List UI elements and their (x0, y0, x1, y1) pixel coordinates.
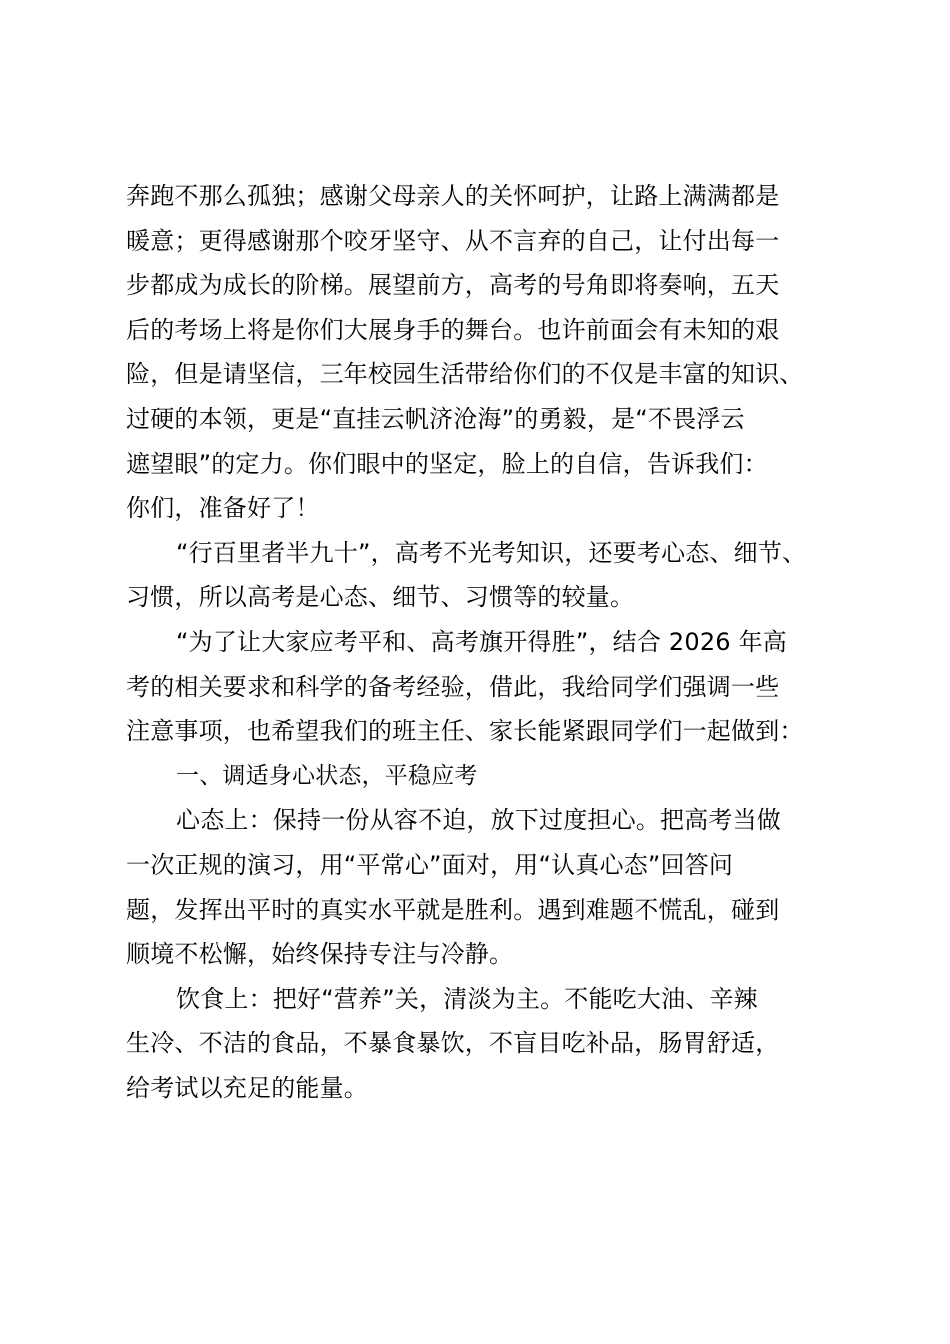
text-line: 给考试以充足的能量。 (126, 1073, 368, 1102)
text-line: 注意事项，也希望我们的班主任、家长能紧跟同学们一起做到： (126, 717, 804, 746)
text-line: 奔跑不那么孤独；感谢父母亲人的关怀呵护，让路上满满都是 (126, 182, 780, 210)
text-line: 生冷、不洁的食品，不暴食暴饮，不盲目吃补品，肠胃舒适， (126, 1029, 780, 1058)
body-text (126, 174, 836, 1110)
text-line: 暖意；更得感谢那个咬牙坚守、从不言弃的自己，让付出每一 (126, 226, 780, 255)
paragraph-start-line: “行百里者半九十”，高考不光考知识，还要考心态、细节、 (176, 538, 807, 567)
text-line: 习惯，所以高考是心态、细节、习惯等的较量。 (126, 583, 635, 612)
text-line: 过硬的本领，更是“直挂云帆济沧海”的勇毅，是“不畏浮云 (126, 404, 745, 433)
text-line: 后的考场上将是你们大展身手的舞台。也许前面会有未知的艰 (126, 315, 780, 344)
text-line: 一次正规的演习，用“平常心”面对，用“认真心态”回答问 (126, 850, 734, 879)
text-line: 遮望眼”的定力。你们眼中的坚定，脸上的自信，告诉我们： (126, 449, 768, 478)
text-line: 考的相关要求和科学的备考经验，借此，我给同学们强调一些 (126, 672, 780, 701)
paragraph-start-line: 心态上：保持一份从容不迫，放下过度担心。把高考当做 (176, 806, 781, 835)
section-heading: 一、调适身心状态，平稳应考 (176, 762, 478, 789)
paragraph-start-line: “为了让大家应考平和、高考旗开得胜”，结合 2026 年高 (176, 627, 788, 656)
text-line: 你们，准备好了！ (126, 494, 320, 523)
text-line: 险，但是请坚信，三年校园生活带给你们的不仅是丰富的知识、 (126, 360, 804, 389)
text-line: 题，发挥出平时的真实水平就是胜利。遇到难题不慌乱，碰到 (126, 895, 780, 924)
text-line: 顺境不松懈，始终保持专注与冷静。 (126, 940, 514, 969)
text-line: 步都成为成长的阶梯。展望前方，高考的号角即将奏响，五天 (126, 271, 780, 300)
paragraph-start-line: 饮食上：把好“营养”关，清淡为主。不能吃大油、辛辣 (176, 984, 758, 1013)
